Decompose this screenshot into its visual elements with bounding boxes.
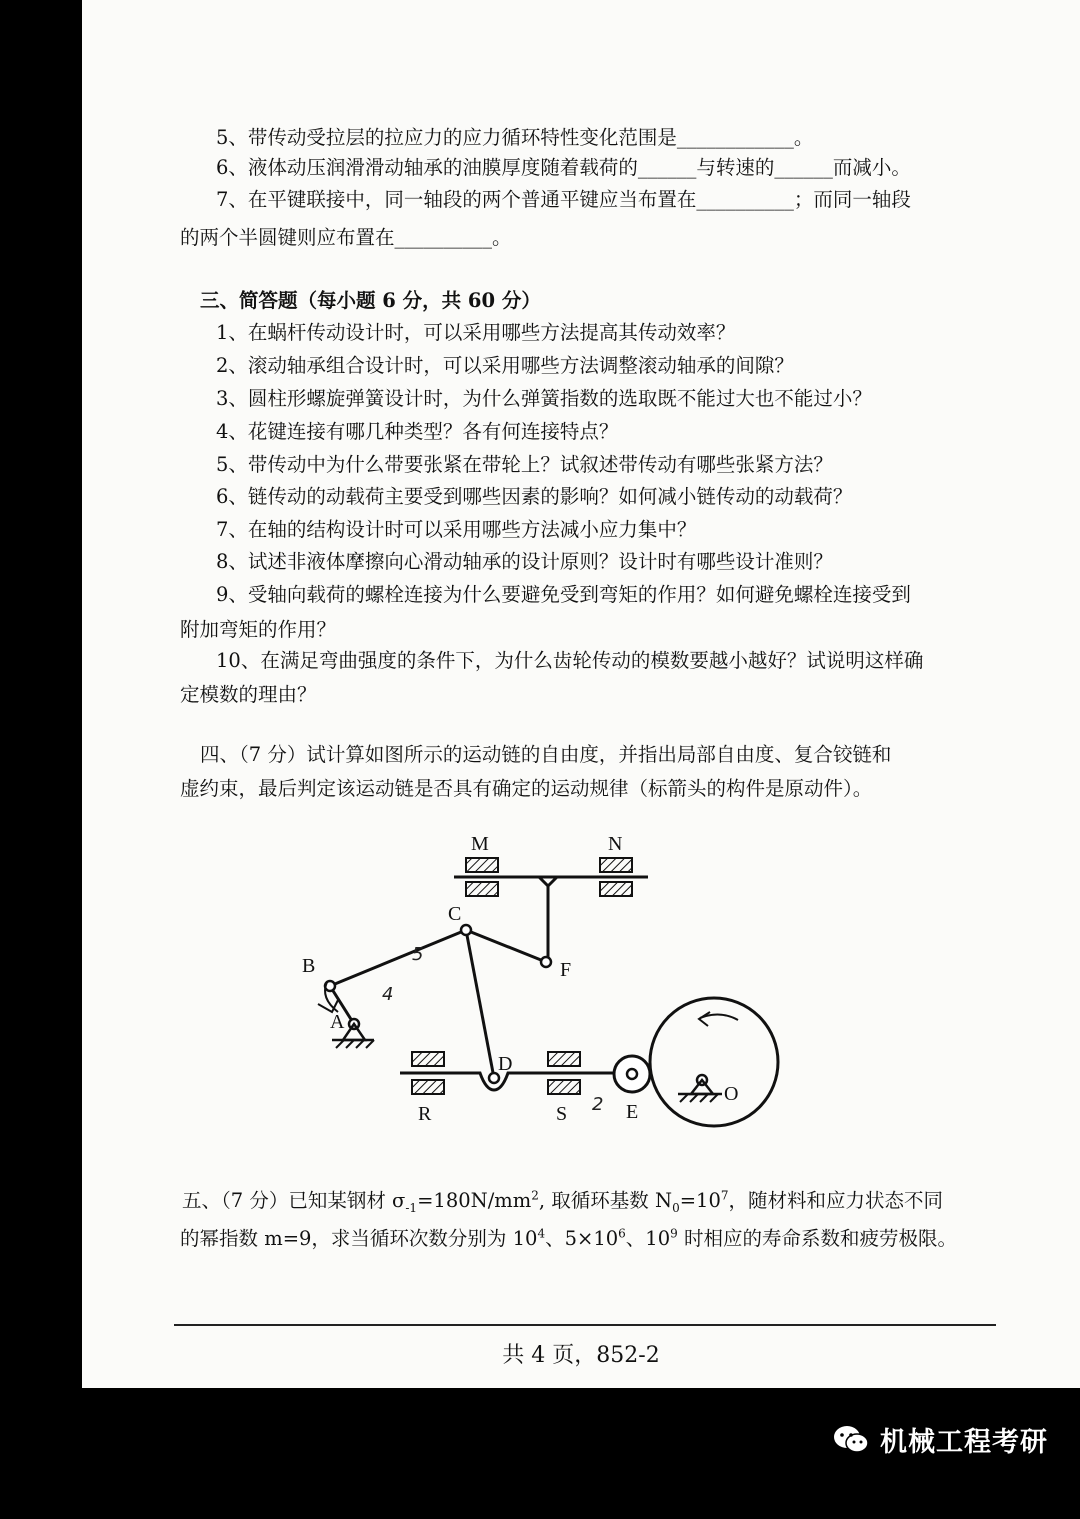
label-D: D	[498, 1053, 513, 1075]
hand-mark-2: 2	[592, 1094, 604, 1115]
label-B: B	[302, 955, 316, 977]
question: 10、在满足弯曲强度的条件下，为什么齿轮传动的模数要越小越好？试说明这样确	[216, 649, 924, 672]
section3-heading: 三、简答题（每小题 6 分，共 60 分）	[200, 289, 541, 312]
label-M: M	[471, 833, 489, 855]
question: 3、圆柱形螺旋弹簧设计时，为什么弹簧指数的选取既不能过大也不能过小？	[216, 387, 872, 410]
link-CD	[466, 930, 494, 1078]
page-footer: 共 4 页，852-2	[502, 1343, 660, 1368]
question: 7、在轴的结构设计时可以采用哪些方法减小应力集中？	[216, 518, 697, 541]
wechat-icon	[832, 1424, 870, 1456]
question: 2、滚动轴承组合设计时，可以采用哪些方法调整滚动轴承的间隙？	[216, 354, 794, 377]
label-N: N	[608, 833, 623, 855]
label-E: E	[626, 1101, 639, 1123]
fill-item-6: 6、液体动压润滑滑动轴承的油膜厚度随着载荷的______与转速的______而减小。	[216, 156, 911, 179]
label-R: R	[418, 1103, 432, 1125]
watermark-text: 机械工程考研	[880, 1427, 1048, 1458]
fill-item-7-cont: 的两个半圆键则应布置在__________。	[180, 226, 512, 249]
fill-item-7: 7、在平键联接中，同一轴段的两个普通平键应当布置在__________；而同一轴段	[216, 188, 911, 211]
joint-C	[461, 925, 471, 935]
question: 8、试述非液体摩擦向心滑动轴承的设计原则？设计时有哪些设计准则？	[216, 550, 833, 573]
footer-rule	[174, 1324, 996, 1326]
link-BC	[330, 930, 466, 986]
label-F: F	[560, 959, 572, 981]
link-CF	[466, 930, 546, 962]
question: 4、花键连接有哪几种类型？各有何连接特点？	[216, 420, 619, 443]
cam-disk	[650, 998, 778, 1126]
label-C: C	[448, 903, 462, 925]
mechanism-diagram	[82, 0, 1080, 1388]
question: 5、带传动中为什么带要张紧在带轮上？试叙述带传动有哪些张紧方法？	[216, 453, 833, 476]
label-A: A	[330, 1011, 345, 1033]
section5-line2: 的幂指数 m=9，求当循环次数分别为 $10^4$、$5\times 10^6$、$10^9$ 时相应的寿命系数和疲劳极限。	[180, 1226, 957, 1250]
question-cont: 定模数的理由？	[180, 683, 317, 706]
watermark	[832, 1420, 1048, 1459]
question-cont: 附加弯矩的作用？	[180, 618, 337, 641]
section5-line1: 五、（7 分）已知某钢材 $\sigma_{-1}=180N/mm^2$, 取循环基数 $N_0=10^7$，随材料和应力状态不同	[182, 1188, 944, 1215]
slider-stem	[539, 877, 548, 958]
question: 1、在蜗杆传动设计时，可以采用哪些方法提高其传动效率？	[216, 321, 736, 344]
joint-F	[541, 957, 551, 967]
question: 9、受轴向载荷的螺栓连接为什么要避免受到弯矩的作用？如何避免螺栓连接受到	[216, 583, 911, 606]
section4-line1: 四、（7 分）试计算如图所示的运动链的自由度，并指出局部自由度、复合铰链和	[200, 743, 892, 766]
ground-pivot-O	[678, 1075, 722, 1102]
section4-line2: 虚约束，最后判定该运动链是否具有确定的运动规律（标箭头的构件是原动件）。	[180, 777, 873, 800]
label-S: S	[556, 1103, 568, 1125]
label-O: O	[724, 1083, 739, 1105]
exam-page	[82, 0, 1080, 1388]
fill-item-5: 5、带传动受拉层的拉应力的应力循环特性变化范围是____________。	[216, 126, 814, 149]
hand-mark-5: 5	[412, 944, 424, 965]
question: 6、链传动的动载荷主要受到哪些因素的影响？如何减小链传动的动载荷？	[216, 485, 853, 508]
hand-mark-4: 4	[382, 984, 394, 1005]
